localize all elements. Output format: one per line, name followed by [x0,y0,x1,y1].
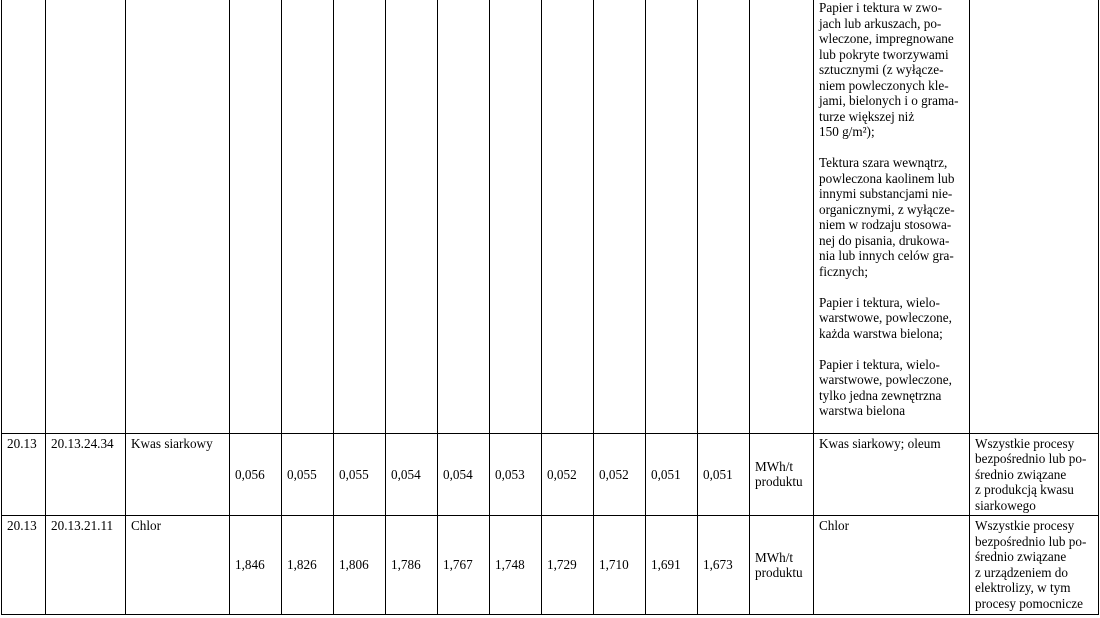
cell-value: 1,826 [282,516,334,615]
product-paragraph [819,155,964,279]
cell-value [438,0,490,433]
text-line: turze większej niż [819,108,915,124]
cell-value: 0,051 [698,433,750,516]
text-line: lub pokryte tworzywami [819,46,949,62]
cell-value: 1,806 [334,516,386,615]
cell-value: 1,748 [490,516,542,615]
cell-value: 0,054 [386,433,438,516]
cell-processes [970,516,1099,615]
text-line: organicznymi, z wyłącze- [819,201,955,217]
product-paragraph [819,295,964,342]
text-line: niem w rodzaju stosowa- [819,217,952,232]
text-line: Wszystkie procesy [975,435,1075,451]
text-line: MWh/t [755,458,794,474]
cell-unit [750,433,814,516]
text-line: produktu [755,474,803,490]
text-line: tylko jedna zewnętrzna [819,387,942,403]
cell-nace [2,0,46,433]
cell-name: Kwas siarkowy [126,433,230,516]
text-line: Papier i tektura, wielo- [819,294,940,310]
text-line: nej do pisania, drukowa- [819,232,950,248]
cell-product-description: Chlor [814,516,970,615]
text-line: z urządzeniem do [975,564,1068,580]
text-line: powleczona kaolinem lub [819,170,955,186]
text-line: niem powleczonych kle- [819,77,949,93]
text-line: siarkowego [975,497,1036,513]
text-line: Tektura szara wewnątrz, [819,155,948,170]
text-line: sztucznymi (z wyłącze- [819,62,944,77]
cell-nace: 20.13 [2,433,46,516]
cell-value: 1,710 [594,516,646,615]
cell-product-description [814,0,970,433]
cell-value [594,0,646,433]
cell-prodcom: 20.13.21.11 [46,516,126,615]
cell-value: 0,051 [646,433,698,516]
text-line: wleczone, impregnowane [819,31,954,46]
cell-value [490,0,542,433]
cell-processes [970,0,1099,433]
cell-name: Chlor [126,516,230,615]
cell-value: 1,673 [698,516,750,615]
allocation-table [1,0,1099,615]
product-paragraph [819,357,964,419]
cell-value [282,0,334,433]
text-line: warstwowe, powleczone, [819,372,952,387]
table-row [2,433,1099,516]
text-line: warstwowe, powleczone, [819,310,952,325]
text-line: Wszystkie procesy [975,518,1075,533]
cell-value: 0,055 [334,433,386,516]
cell-value [386,0,438,433]
text-line: innymi substancjami nie- [819,186,953,201]
text-line: średnio związane [975,549,1067,564]
text-line: nia lub innych celów gra- [819,248,954,263]
cell-value: 0,056 [230,433,282,516]
cell-value: 1,767 [438,516,490,615]
text-line: elektrolizy, w tym [975,580,1071,595]
text-line: bezpośrednio lub po- [975,451,1087,466]
text-line: warstwa bielona [819,403,906,418]
cell-value: 1,691 [646,516,698,615]
cell-product-description: Kwas siarkowy; oleum [814,433,970,516]
cell-processes [970,433,1099,516]
cell-value: 0,052 [594,433,646,516]
cell-value: 1,786 [386,516,438,615]
text-line: jach lub arkuszach, po- [819,15,942,31]
cell-value [698,0,750,433]
cell-nace: 20.13 [2,516,46,615]
text-line: Papier i tektura w zwo- [819,0,943,15]
cell-value [334,0,386,433]
cell-value: 0,052 [542,433,594,516]
table-row [2,516,1099,615]
table-row-continuation [2,0,1099,433]
cell-value [646,0,698,433]
text-line: Papier i tektura, wielo- [819,356,940,372]
text-line: MWh/t [755,549,794,565]
text-line: każda warstwa bielona; [819,325,943,341]
cell-value [542,0,594,433]
cell-prodcom: 20.13.24.34 [46,433,126,516]
text-line: produktu [755,565,803,580]
cell-prodcom [46,0,126,433]
text-line: ficznych; [819,263,869,279]
cell-value: 0,055 [282,433,334,516]
cell-value: 0,053 [490,433,542,516]
text-line: jami, bielonych i o grama- [819,93,959,108]
text-line: bezpośrednio lub po- [975,533,1087,549]
text-line: średnio związane [975,466,1067,482]
text-line: z produkcją kwasu [975,482,1074,497]
cell-value: 0,054 [438,433,490,516]
cell-unit [750,516,814,615]
cell-value: 1,729 [542,516,594,615]
text-line: procesy pomocnicze [975,595,1084,611]
cell-unit [750,0,814,433]
cell-value: 1,846 [230,516,282,615]
text-line: 150 g/m²); [819,124,875,139]
cell-name [126,0,230,433]
product-paragraph [819,0,964,140]
cell-value [230,0,282,433]
